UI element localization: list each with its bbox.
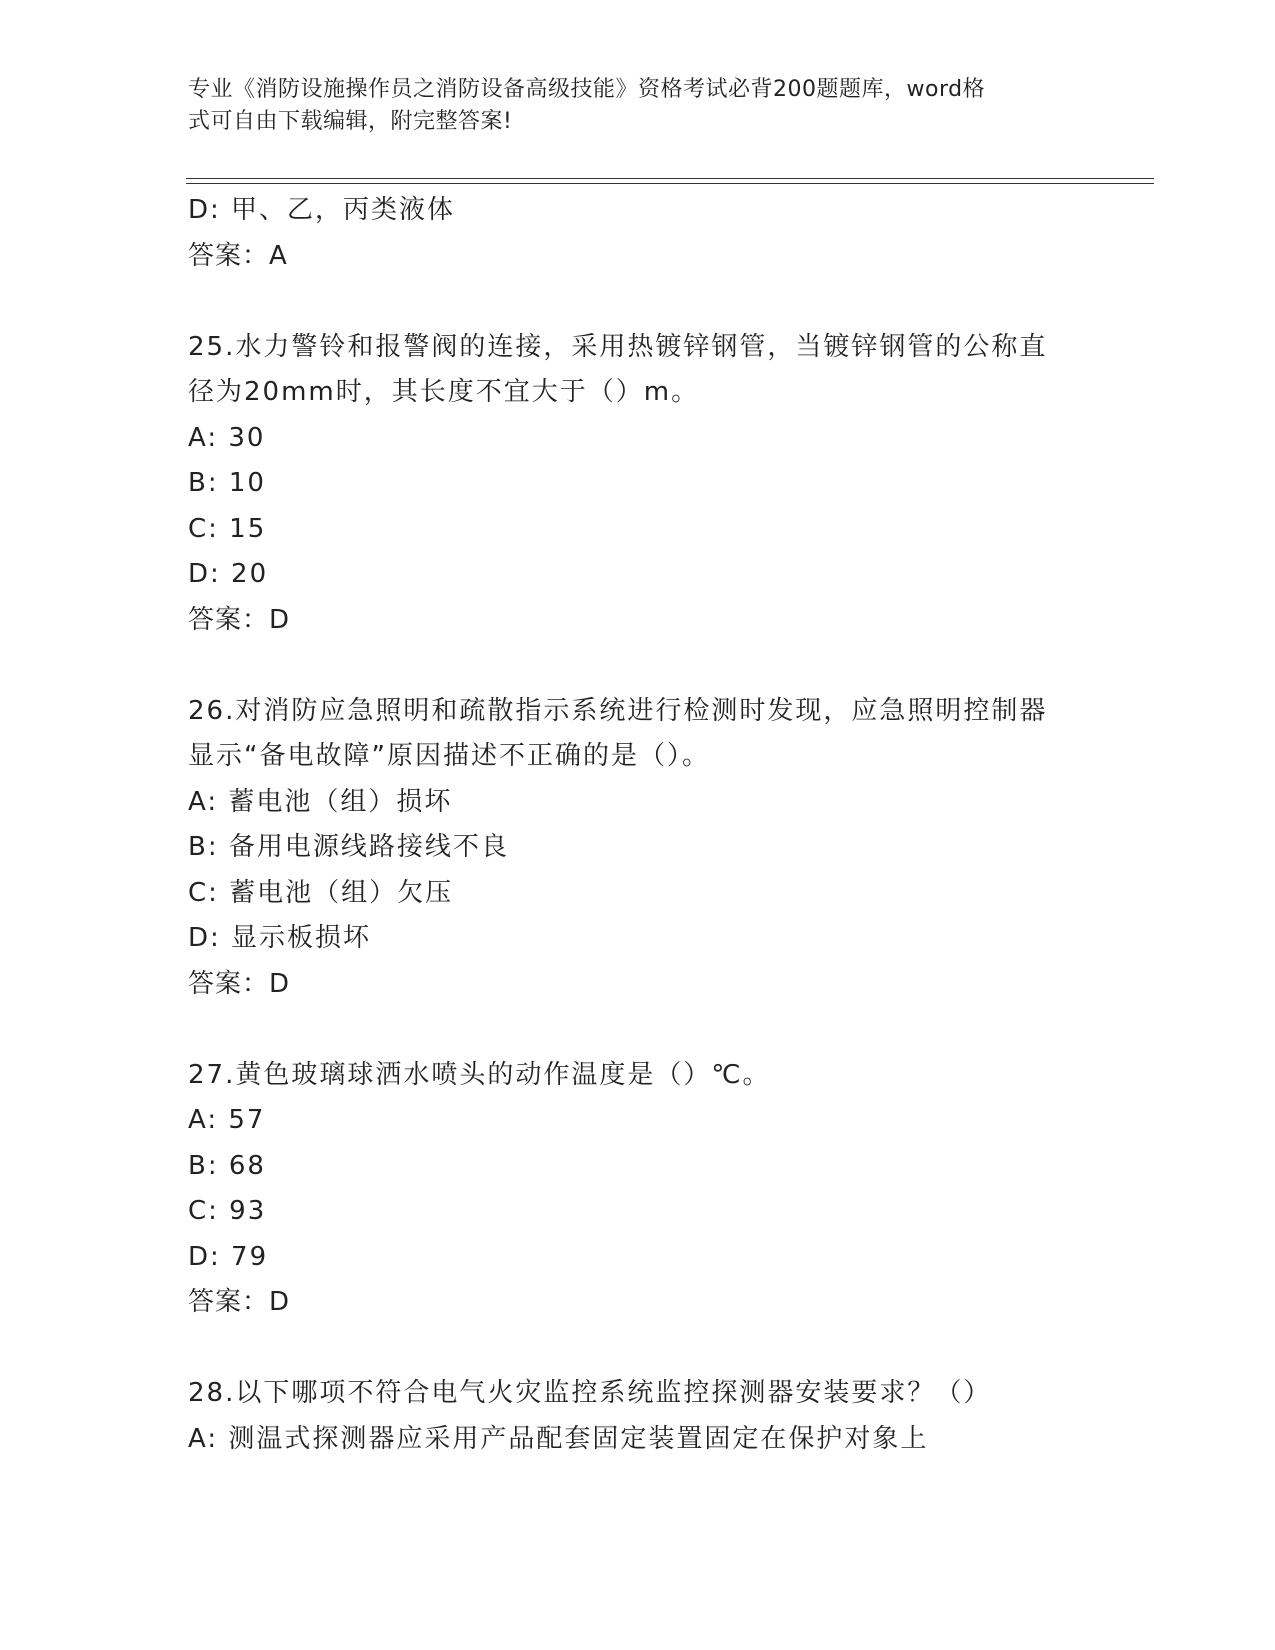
spacer [188,1326,1088,1372]
prev-answer: 答案：A [188,240,288,271]
option-c: C: 蓄电池（组）欠压 [188,877,454,908]
option-d: D: 20 [188,559,269,589]
option-b: B: 68 [188,1150,266,1181]
spacer [188,643,1088,689]
prev-option-d: D: 甲、乙，丙类液体 [188,195,456,225]
option-d: D: 显示板损坏 [188,923,372,953]
spacer [188,279,1088,325]
answer: 答案：D [188,604,291,635]
option-a: A: 30 [188,422,266,453]
question-stem: 25.水力警铃和报警阀的连接，采用热镀锌钢管，当镀锌钢管的公称直 [188,331,1048,362]
header-line-2: 式可自由下载编辑，附完整答案! [188,109,513,134]
spacer [188,1007,1088,1053]
page-header [188,74,1068,138]
option-b: B: 10 [188,468,266,498]
header-divider-top [186,178,1154,179]
question-26 [188,689,1088,1008]
document-body [188,188,1088,1462]
header-divider-bottom [186,183,1154,184]
question-stem: 27.黄色玻璃球洒水喷头的动作温度是（）℃。 [188,1059,771,1090]
question-stem: 28.以下哪项不符合电气火灾监控系统监控探测器安装要求？（） [188,1378,992,1408]
header-line-1: 专业《消防设施操作员之消防设备高级技能》资格考试必背200题题库，word格 [188,77,986,102]
option-d: D: 79 [188,1241,269,1272]
question-28 [188,1371,1088,1462]
option-a: A: 57 [188,1105,266,1135]
question-25 [188,325,1088,644]
answer: 答案：D [188,1287,291,1317]
option-a: A: 蓄电池（组）损坏 [188,786,453,817]
option-a: A: 测温式探测器应采用产品配套固定装置固定在保护对象上 [188,1423,929,1454]
answer: 答案：D [188,968,291,999]
question-stem: 26.对消防应急照明和疏散指示系统进行检测时发现，应急照明控制器 [188,695,1048,726]
question-27 [188,1053,1088,1326]
question-stem: 径为20mm时，其长度不宜大于（）m。 [188,377,700,407]
question-stem: 显示“备电故障”原因描述不正确的是（）。 [188,741,710,771]
option-b: B: 备用电源线路接线不良 [188,832,509,862]
option-c: C: 15 [188,513,267,544]
option-c: C: 93 [188,1196,267,1226]
